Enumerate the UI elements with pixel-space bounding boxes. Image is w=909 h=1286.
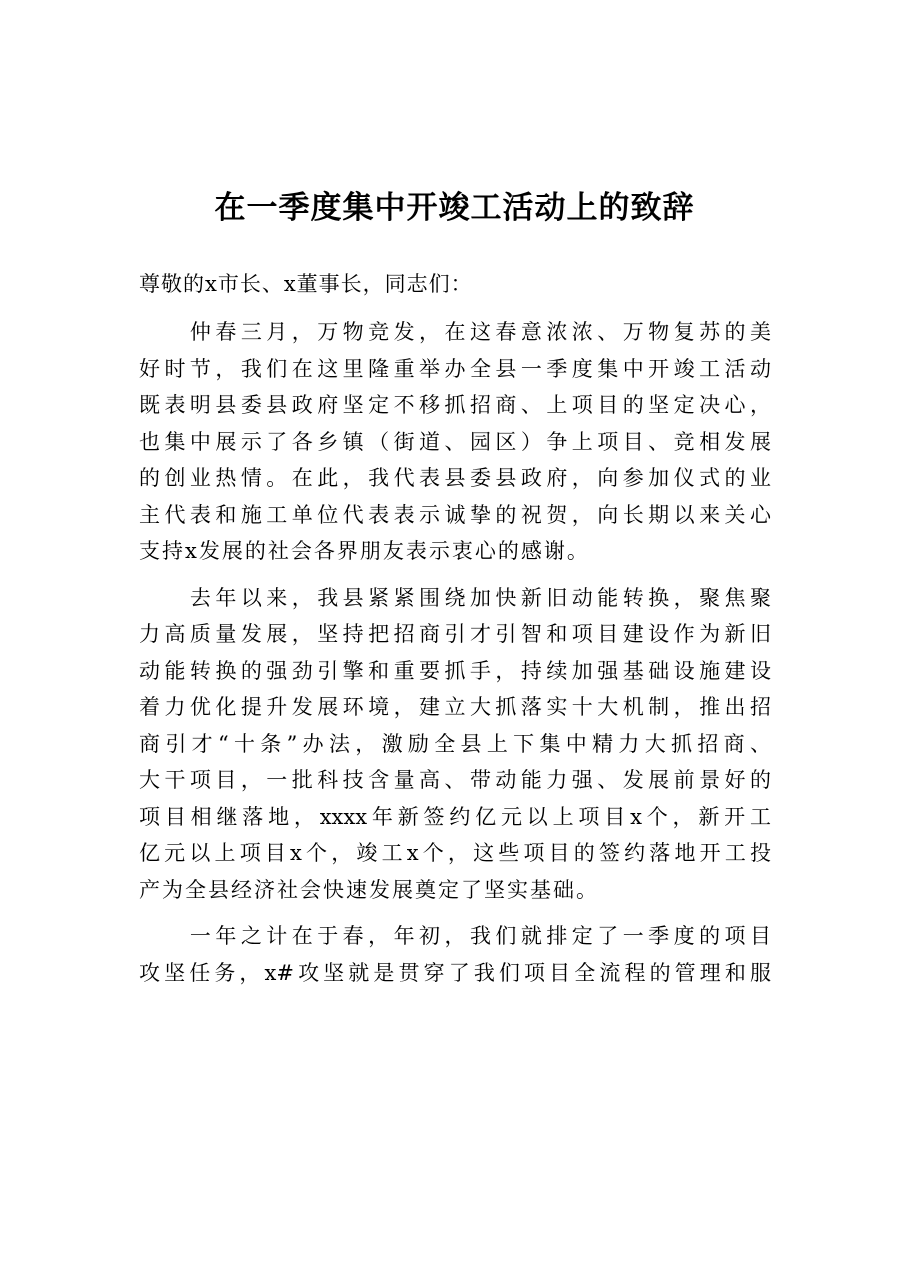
text-line: 的创业热情。在此，我代表县委县政府，向参加仪式的业 <box>139 466 771 490</box>
text-line: 着力优化提升发展环境，建立大抓落实十大机制，推出招 <box>139 695 771 719</box>
text-line: 项目相继落地，xxxx年新签约亿元以上项目x个，新开工 <box>139 804 771 829</box>
text-line: 也集中展示了各乡镇（街道、园区）争上项目、竞相发展 <box>139 429 771 454</box>
text-line: 商引才“十条”办法，激励全县上下集中精力大抓招商、 <box>139 731 771 756</box>
text-line: 既表明县委县政府坚定不移抓招商、上项目的坚定决心， <box>139 393 771 417</box>
text-line: 攻坚任务，x#攻坚就是贯穿了我们项目全流程的管理和服 <box>139 960 771 985</box>
text-line: 去年以来，我县紧紧围绕加快新旧动能转换，聚焦聚 <box>139 585 771 610</box>
text-line: 力高质量发展，坚持把招商引才引智和项目建设作为新旧 <box>139 622 771 646</box>
text-line: 大干项目，一批科技含量高、带动能力强、发展前景好的 <box>139 768 771 792</box>
paragraph-1 <box>139 304 771 570</box>
paragraph-3 <box>139 908 771 991</box>
text-line: 动能转换的强劲引擎和重要抓手，持续加强基础设施建设 <box>139 658 771 683</box>
text-line: 一年之计在于春，年初，我们就排定了一季度的项目 <box>139 924 771 948</box>
text-line: 产为全县经济社会快速发展奠定了坚实基础。 <box>139 877 599 902</box>
paragraph-2 <box>139 570 771 909</box>
document-body <box>139 264 771 991</box>
salutation: 尊敬的x市长、x董事长，同志们： <box>139 272 473 296</box>
text-line: 亿元以上项目x个，竣工x个，这些项目的签约落地开工投 <box>139 841 771 865</box>
text-line: 好时节，我们在这里隆重举办全县一季度集中开竣工活动 <box>139 356 771 381</box>
text-line: 仲春三月，万物竞发，在这春意浓浓、万物复苏的美 <box>139 320 771 344</box>
text-line: 主代表和施工单位代表表示诚挚的祝贺，向长期以来关心 <box>139 502 771 527</box>
text-line: 支持x发展的社会各界朋友表示衷心的感谢。 <box>139 539 590 563</box>
document-title: 在一季度集中开竣工活动上的致辞 <box>214 189 695 226</box>
